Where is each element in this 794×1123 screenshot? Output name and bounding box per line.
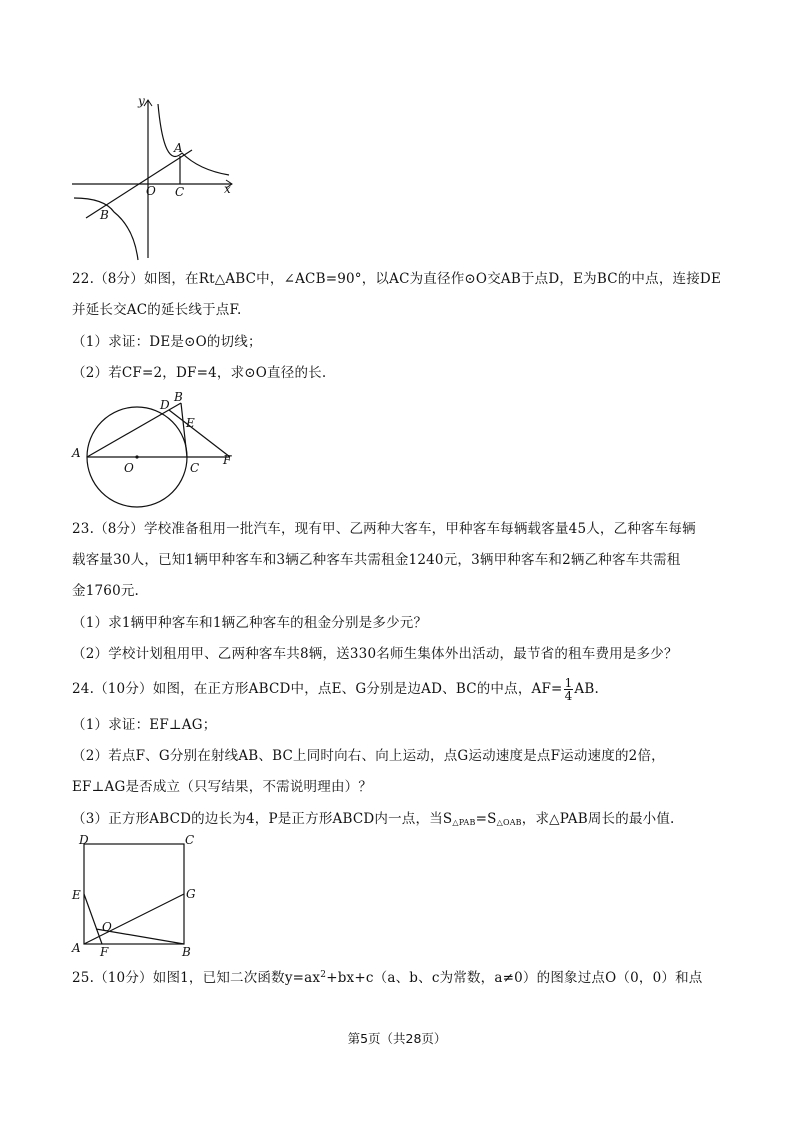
label-o: O — [146, 184, 156, 198]
q23-line3: 金1760元. — [72, 583, 140, 599]
q24-part3-mid: =S — [475, 811, 497, 827]
segment-bc — [181, 403, 187, 457]
fraction-numerator: 1 — [564, 676, 573, 690]
label-a: A — [72, 941, 81, 955]
label-e: E — [186, 416, 195, 430]
center-dot — [135, 455, 138, 458]
q24-line1 — [72, 677, 599, 702]
label-o: O — [102, 920, 112, 934]
q24-line1-pre: 24.（10分）如图，在正方形ABCD中，点E、G分别是边AD、BC的中点，AF= — [72, 681, 563, 697]
label-b: B — [182, 945, 191, 959]
q24-part3-sub2: △OAB — [496, 818, 522, 827]
page-footer: 第5页（共28页） — [347, 1031, 447, 1046]
q22-part2: （2）若CF=2，DF=4，求⊙O直径的长. — [72, 365, 327, 381]
label-c: C — [185, 833, 195, 847]
hyperbola-figure — [64, 90, 244, 262]
label-c: C — [175, 185, 185, 199]
q23-line1: 23.（8分）学校准备租用一批汽车，现有甲、乙两种大客车，甲种客车每辆载客量45人，乙种客车每辆 — [72, 521, 696, 537]
label-x: x — [224, 182, 231, 196]
circle-figure — [66, 386, 246, 512]
q22-line1: 22.（8分）如图，在Rt△ABC中，∠ACB=90°，以AC为直径作⊙O交AB于点D，E为BC的中点，连接DE — [72, 271, 722, 287]
q23-part1: （1）求1辆甲种客车和1辆乙种客车的租金分别是多少元？ — [72, 615, 428, 631]
q24-part3-sub1: △PAB — [452, 818, 476, 827]
q23-part2: （2）学校计划租用甲、乙两种客车共8辆，送330名师生集体外出活动，最节省的租车费用是多少？ — [72, 646, 678, 662]
label-y: y — [138, 94, 145, 108]
label-a: A — [72, 446, 81, 460]
q24-part3 — [72, 810, 675, 832]
label-f: F — [223, 453, 232, 467]
q23-line2: 载客量30人，已知1辆甲种客车和3辆乙种客车共需租金1240元，3辆甲种客车和2辆乙种客车共需租 — [72, 552, 681, 568]
label-c: C — [190, 461, 200, 475]
fraction-one-quarter — [564, 677, 574, 702]
label-g: G — [186, 887, 196, 901]
q22-part1: （1）求证：DE是⊙O的切线； — [72, 334, 262, 350]
segment-ag — [84, 894, 184, 944]
q25-line1-post: +bx+c（a、b、c为常数，a≠0）的图象过点O（0，0）和点 — [326, 970, 703, 986]
label-o: O — [124, 461, 134, 475]
q24-part3-pre: （3）正方形ABCD的边长为4，P是正方形ABCD内一点，当S — [72, 811, 453, 827]
segment-df — [169, 410, 230, 457]
label-d: D — [160, 398, 170, 412]
label-e: E — [72, 888, 81, 902]
q25-sup: 2 — [320, 970, 327, 980]
q24-part2-line2: EF⊥AG是否成立（只写结果，不需说明理由）？ — [72, 779, 373, 795]
label-d: D — [79, 833, 89, 847]
label-f: F — [100, 945, 109, 959]
q22-line2: 并延长交AC的延长线于点F. — [72, 302, 242, 318]
q24-line1-post: AB. — [574, 681, 599, 697]
fraction-denominator: 4 — [564, 689, 573, 703]
q25-line1-pre: 25.（10分）如图1，已知二次函数y=ax — [72, 970, 321, 986]
label-b: B — [100, 208, 109, 222]
label-a: A — [174, 141, 183, 155]
label-b: B — [174, 390, 183, 404]
square-figure — [66, 832, 206, 960]
q24-part1: （1）求证：EF⊥AG； — [72, 717, 217, 733]
q24-part3-post: ，求△PAB周长的最小值. — [521, 811, 675, 827]
q25-line1 — [72, 966, 702, 987]
q24-part2-line1: （2）若点F、G分别在射线AB、BC上同时向右、向上运动，点G运动速度是点F运动速度的2倍， — [72, 748, 665, 764]
